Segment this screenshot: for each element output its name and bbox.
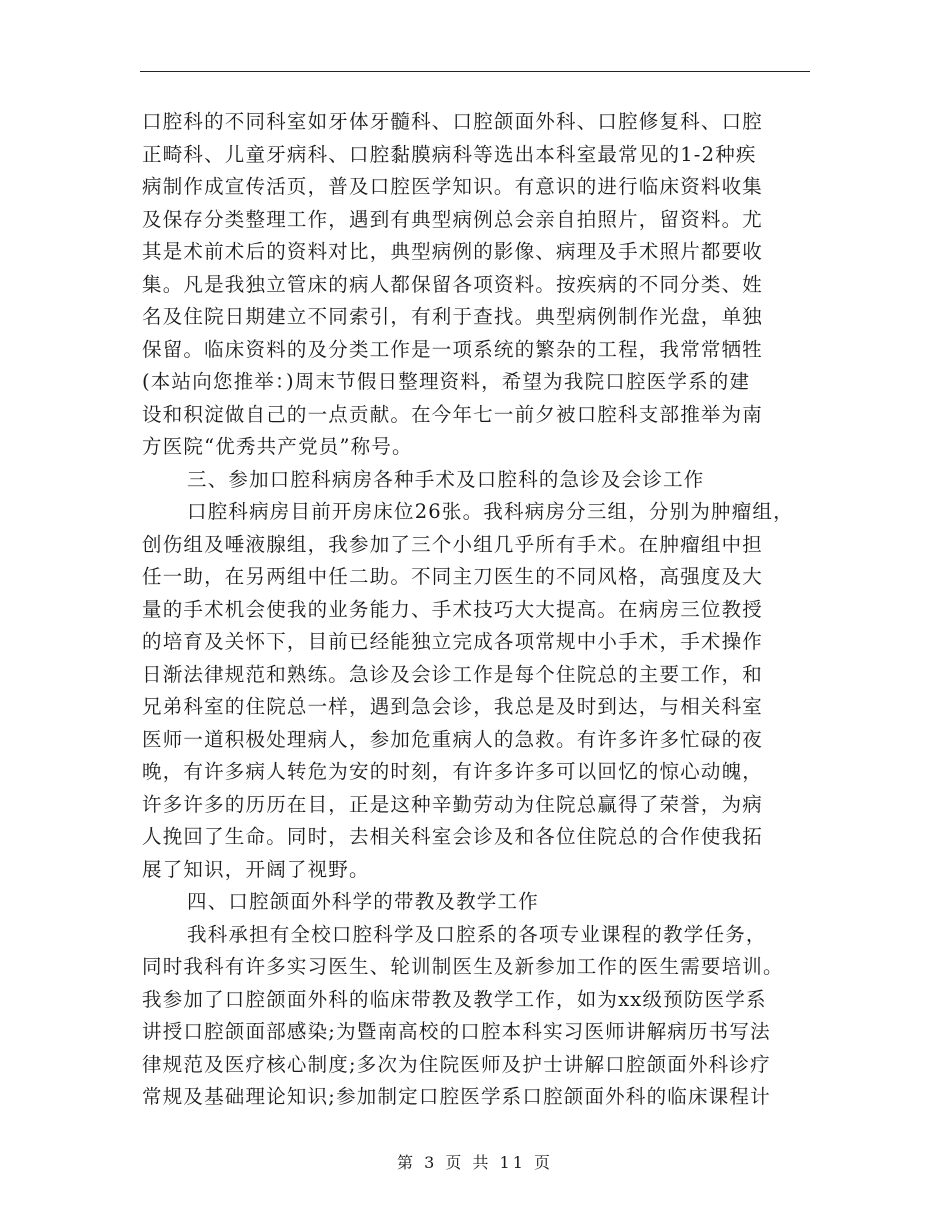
text-line: (本站向您推举：)周末节假日整理资料，希望为我院口腔医学系的建 bbox=[142, 370, 751, 393]
text-line: 展了知识，开阔了视野。 bbox=[142, 857, 370, 881]
text-line: 律规范及医疗核心制度;多次为住院医师及护士讲解口腔颌面外科诊疗 bbox=[142, 1052, 771, 1076]
text-line: 讲授口腔颌面部感染;为暨南高校的口腔本科实习医师讲解病历书写法 bbox=[142, 1020, 771, 1043]
text-line: 常规及基础理论知识;参加制定口腔医学系口腔颌面外科的临床课程计 bbox=[142, 1085, 771, 1108]
document-body bbox=[142, 106, 822, 1114]
text-line: 同时我科有许多实习医生、轮训制医生及新参加工作的医生需要培训。 bbox=[142, 955, 784, 978]
text-line: 任一助，在另两组中任二助。不同主刀医生的不同风格，高强度及大 bbox=[142, 565, 764, 588]
text-line: 及保存分类整理工作，遇到有典型病例总会亲自拍照片，留资料。尤 bbox=[142, 207, 764, 231]
text-line: 名及住院日期建立不同索引，有利于查找。典型病例制作光盘，单独 bbox=[142, 305, 764, 328]
section-heading: 四、口腔颌面外科学的带教及教学工作 bbox=[187, 890, 539, 913]
text-line: 创伤组及唾液腺组，我参加了三个小组几乎所有手术。在肿瘤组中担 bbox=[142, 532, 764, 556]
text-line: 晚，有许多病人转危为安的时刻，有许多许多可以回忆的惊心动魄， bbox=[142, 760, 764, 783]
text-line: 日渐法律规范和熟练。急诊及会诊工作是每个住院总的主要工作，和 bbox=[142, 662, 764, 686]
text-line: 口腔科的不同科室如牙体牙髓科、口腔颌面外科、口腔修复科、口腔 bbox=[142, 110, 764, 133]
text-line: 其是术前术后的资料对比，典型病例的影像、病理及手术照片都要收 bbox=[142, 240, 764, 263]
text-line: 医师一道积极处理病人，参加危重病人的急救。有许多许多忙碌的夜 bbox=[142, 727, 764, 751]
text-line: 集。凡是我独立管床的病人都保留各项资料。按疾病的不同分类、姓 bbox=[142, 272, 764, 296]
text-line: 量的手术机会使我的业务能力、手术技巧大大提高。在病房三位教授 bbox=[142, 597, 764, 621]
section-heading: 三、参加口腔科病房各种手术及口腔科的急诊及会诊工作 bbox=[187, 467, 705, 491]
text-line: 人挽回了生命。同时，去相关科室会诊及和各位住院总的合作使我拓 bbox=[142, 825, 764, 848]
text-line: 设和积淀做自己的一点贡献。在今年七一前夕被口腔科支部推举为南 bbox=[142, 402, 764, 426]
text-line: 的培育及关怀下，目前已经能独立完成各项常规中小手术，手术操作 bbox=[142, 630, 764, 653]
paragraph-first-line: 我科承担有全校口腔科学及口腔系的各项专业课程的教学任务， bbox=[187, 922, 767, 946]
text-line: 病制作成宣传活页，普及口腔医学知识。有意识的进行临床资料收集 bbox=[142, 175, 764, 198]
text-line: 我参加了口腔颌面外科的临床带教及教学工作，如为xx级预防医学系 bbox=[142, 987, 767, 1011]
text-line: 兄弟科室的住院总一样，遇到急会诊，我总是及时到达，与相关科室 bbox=[142, 695, 764, 718]
paragraph-first-line: 口腔科病房目前开房床位26张。我科病房分三组，分别为肿瘤组， bbox=[187, 500, 794, 523]
text-line: 许多许多的历历在目，正是这种辛勤劳动为住院总赢得了荣誉，为病 bbox=[142, 792, 764, 816]
text-line: 保留。临床资料的及分类工作是一项系统的繁杂的工程，我常常牺牲 bbox=[142, 337, 764, 361]
page-footer: 第 3 页 共 11 页 bbox=[397, 1153, 553, 1172]
text-line: 方医院“优秀共产党员”称号。 bbox=[142, 435, 413, 458]
header-rule bbox=[140, 71, 810, 72]
text-line: 正畸科、儿童牙病科、口腔黏膜病科等选出本科室最常见的1-2种疾 bbox=[142, 142, 757, 166]
